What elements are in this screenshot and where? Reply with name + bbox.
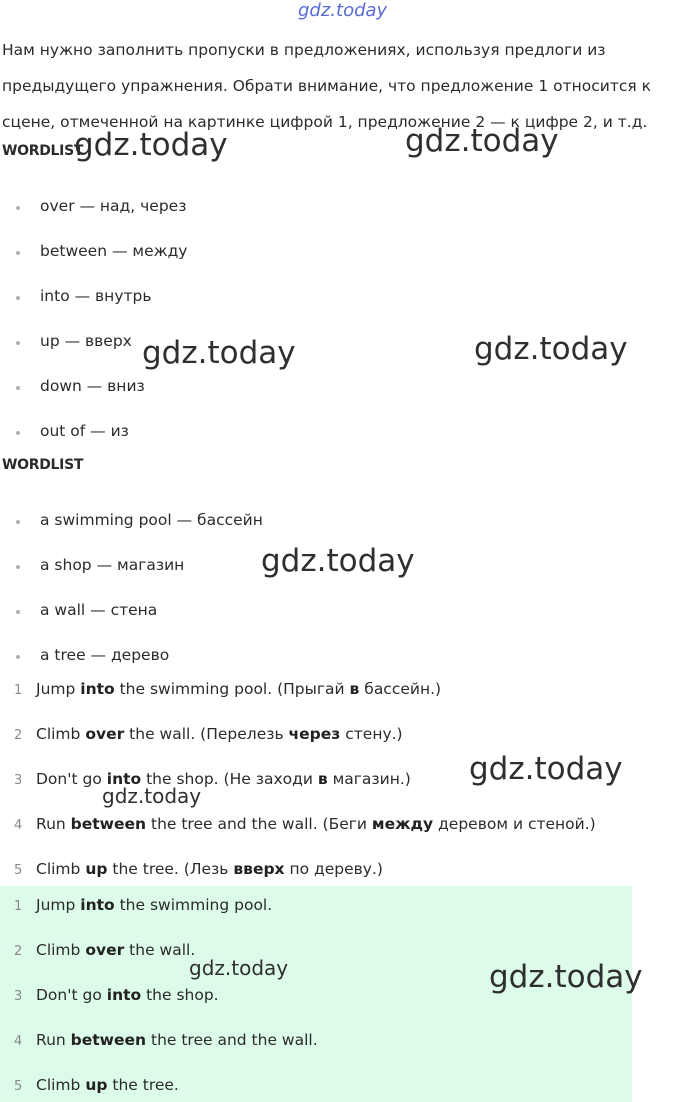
bullet-icon xyxy=(16,610,20,614)
bullet-icon xyxy=(16,520,20,524)
answer-item: 4 Run between the tree and the wall. xyxy=(14,1031,318,1049)
answer-item: 1 Jump into the swimming pool. xyxy=(14,896,273,914)
watermark: gdz.today xyxy=(74,127,228,163)
intro-text: Нам нужно заполнить пропуски в предложениях, используя предлоги из предыдущего упражнения. Обрати внимание, что предложение 1 относится к сцене, отмеченной на картинке цифрой 1, предложение 2 — к цифре 2, и т.д. xyxy=(2,41,652,131)
wordlist-heading: WORDLIST xyxy=(2,143,84,159)
translation-item: 3 Don't go into the shop. (Не заходи в магазин.) xyxy=(14,770,411,788)
bullet-icon xyxy=(16,251,20,255)
watermark: gdz.today xyxy=(189,956,289,980)
bullet-icon xyxy=(16,296,20,300)
bullet-icon xyxy=(16,655,20,659)
watermark: gdz.today xyxy=(261,543,415,579)
watermark: gdz.today xyxy=(489,959,643,995)
watermark: gdz.today xyxy=(474,331,628,367)
watermark: gdz.today xyxy=(102,784,202,808)
watermark: gdz.today xyxy=(405,123,559,159)
bullet-icon xyxy=(16,565,20,569)
bullet-icon xyxy=(16,431,20,435)
watermark: gdz.today xyxy=(298,0,388,21)
answer-item: 5 Climb up the tree. xyxy=(14,1076,179,1094)
watermark: gdz.today xyxy=(142,335,296,371)
watermark: gdz.today xyxy=(469,751,623,787)
translation-item: 4 Run between the tree and the wall. (Беги между деревом и стеной.) xyxy=(14,815,596,833)
bullet-icon xyxy=(16,386,20,390)
translation-item: 1 Jump into the swimming pool. (Прыгай в бассейн.) xyxy=(14,680,442,698)
bullet-icon xyxy=(16,341,20,345)
translation-item: 2 Climb over the wall. (Перелезь через стену.) xyxy=(14,725,403,743)
translation-item: 5 Climb up the tree. (Лезь вверх по дереву.) xyxy=(14,860,383,878)
wordlist-heading: WORDLIST xyxy=(2,457,84,473)
answer-item: 2 Climb over the wall. xyxy=(14,941,196,959)
answer-item: 3 Don't go into the shop. xyxy=(14,986,219,1004)
bullet-icon xyxy=(16,206,20,210)
